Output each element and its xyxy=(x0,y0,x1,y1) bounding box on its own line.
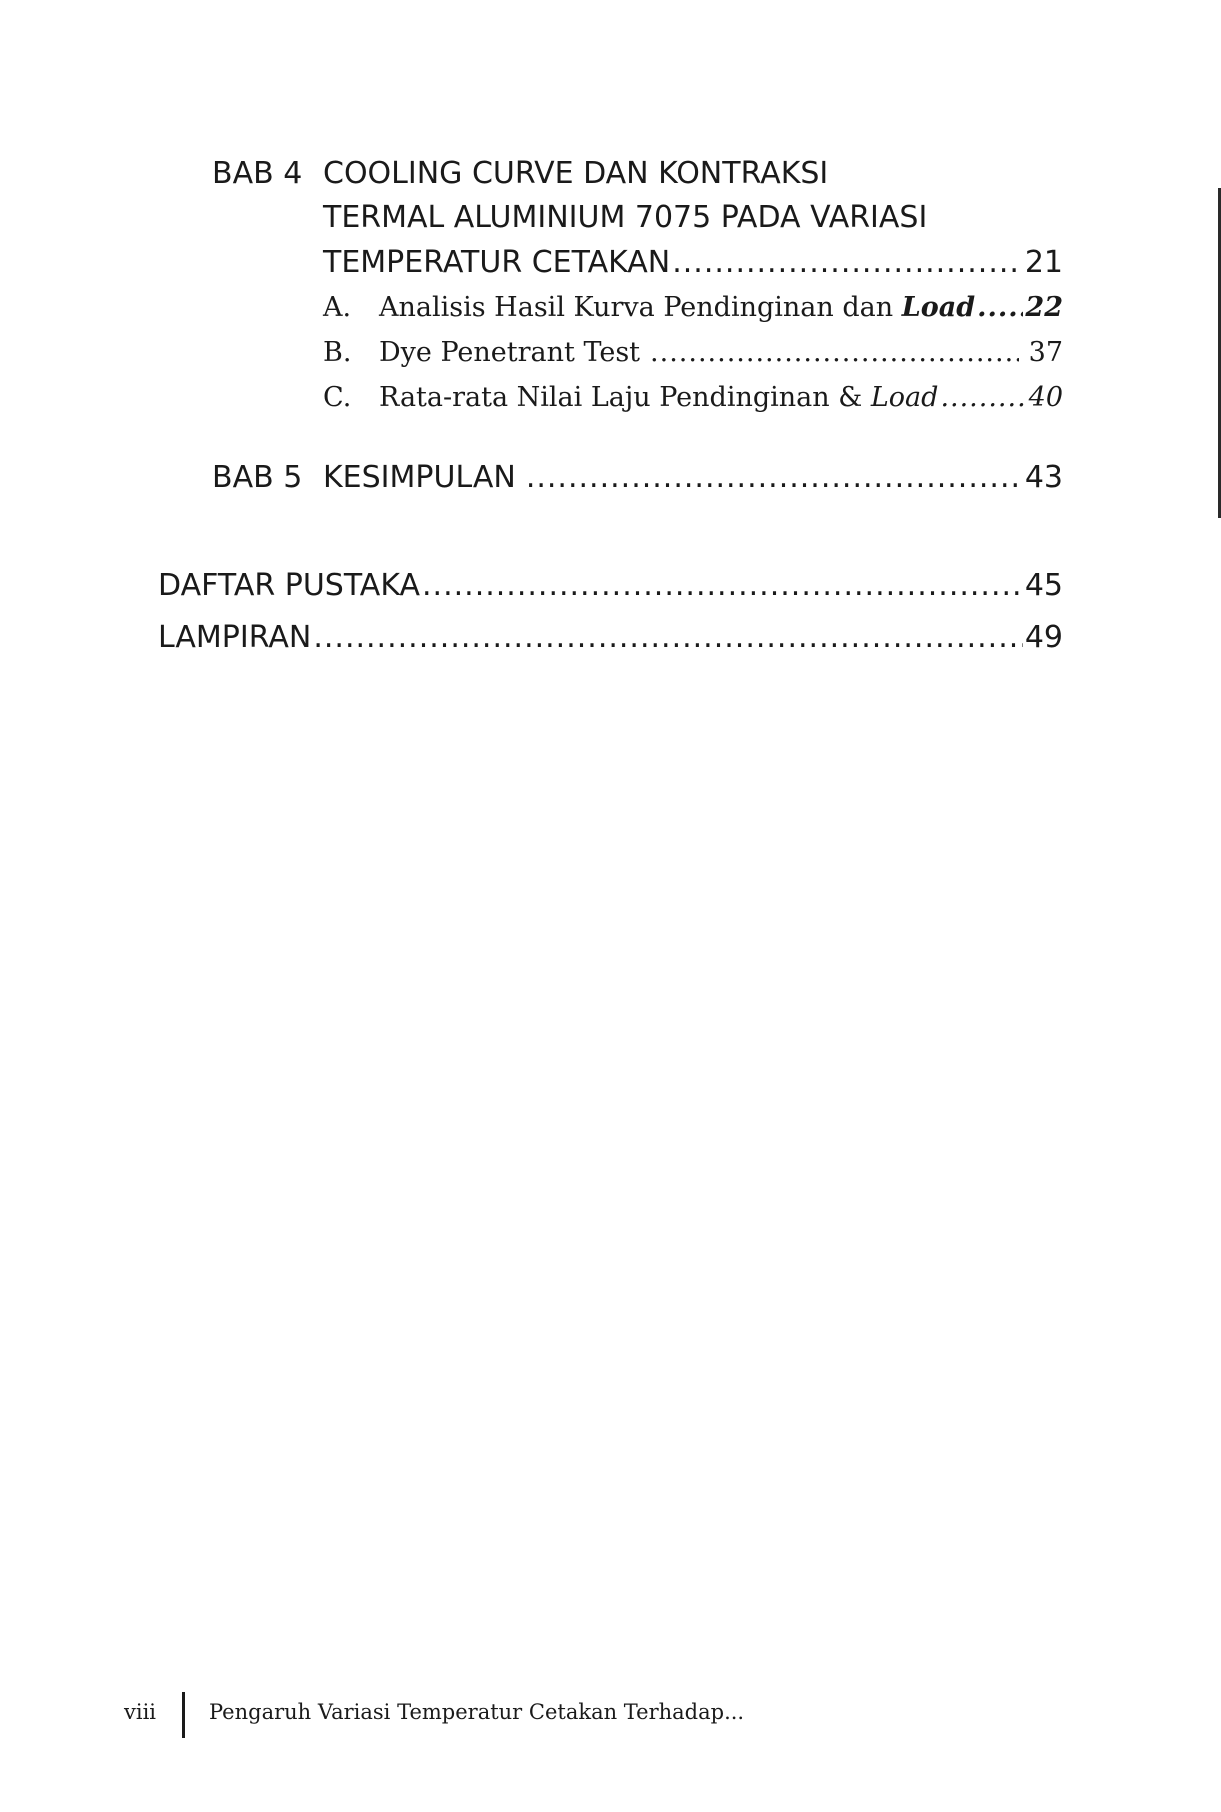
footer-divider xyxy=(182,1692,185,1738)
toc-entry-bab4[interactable] xyxy=(323,245,1063,280)
subsection-c-title-emph: Load xyxy=(870,382,939,413)
subsection-c-title-text: Rata-rata Nilai Laju Pendinginan & xyxy=(379,382,871,413)
subsection-a-letter: A. xyxy=(323,292,352,323)
bab4-title-line2: TERMAL ALUMINIUM 7075 PADA VARIASI xyxy=(323,200,928,235)
subsection-b-page: 37 xyxy=(1028,337,1063,368)
toc-entry-bab5[interactable] xyxy=(323,460,1063,495)
dot-leader xyxy=(313,620,1022,655)
dot-leader xyxy=(977,292,1023,323)
subsection-a-title xyxy=(379,292,975,323)
subsection-a-title-text: Analisis Hasil Kurva Pendinginan dan xyxy=(379,292,902,323)
lampiran-page: 49 xyxy=(1024,620,1063,655)
subsection-b-letter: B. xyxy=(323,337,352,368)
subsection-a-title-emph: Load xyxy=(901,292,976,323)
daftar-pustaka-title: DAFTAR PUSTAKA xyxy=(158,568,421,603)
subsection-c-page: 40 xyxy=(1028,382,1063,413)
bab4-page: 21 xyxy=(1024,245,1063,280)
daftar-pustaka-page: 45 xyxy=(1024,568,1063,603)
toc-entry-daftar-pustaka[interactable] xyxy=(158,568,1063,603)
bab4-title-line1: COOLING CURVE DAN KONTRAKSI xyxy=(323,156,829,191)
bab5-title: KESIMPULAN xyxy=(323,460,516,495)
footer-running-title: Pengaruh Variasi Temperatur Cetakan Terhadap... xyxy=(209,1700,745,1724)
toc-entry-subsection-c[interactable] xyxy=(379,382,1063,413)
subsection-c-title xyxy=(379,382,938,413)
toc-entry-subsection-a[interactable] xyxy=(379,292,1063,323)
toc-entry-subsection-b[interactable] xyxy=(379,337,1063,368)
footer-page-number: viii xyxy=(124,1700,157,1724)
dot-leader xyxy=(422,568,1023,603)
bab5-label: BAB 5 xyxy=(212,460,303,495)
bab4-label: BAB 4 xyxy=(212,156,303,191)
subsection-b-title: Dye Penetrant Test xyxy=(379,337,641,368)
dot-leader xyxy=(672,245,1023,280)
dot-leader xyxy=(650,337,1019,368)
dot-leader xyxy=(526,460,1023,495)
lampiran-title: LAMPIRAN xyxy=(158,620,312,655)
subsection-a-page: 22 xyxy=(1025,292,1063,323)
bab4-title-line3: TEMPERATUR CETAKAN xyxy=(323,245,671,280)
dot-leader xyxy=(940,382,1026,413)
bab5-page: 43 xyxy=(1024,460,1063,495)
subsection-c-letter: C. xyxy=(323,382,352,413)
toc-entry-lampiran[interactable] xyxy=(158,620,1063,655)
